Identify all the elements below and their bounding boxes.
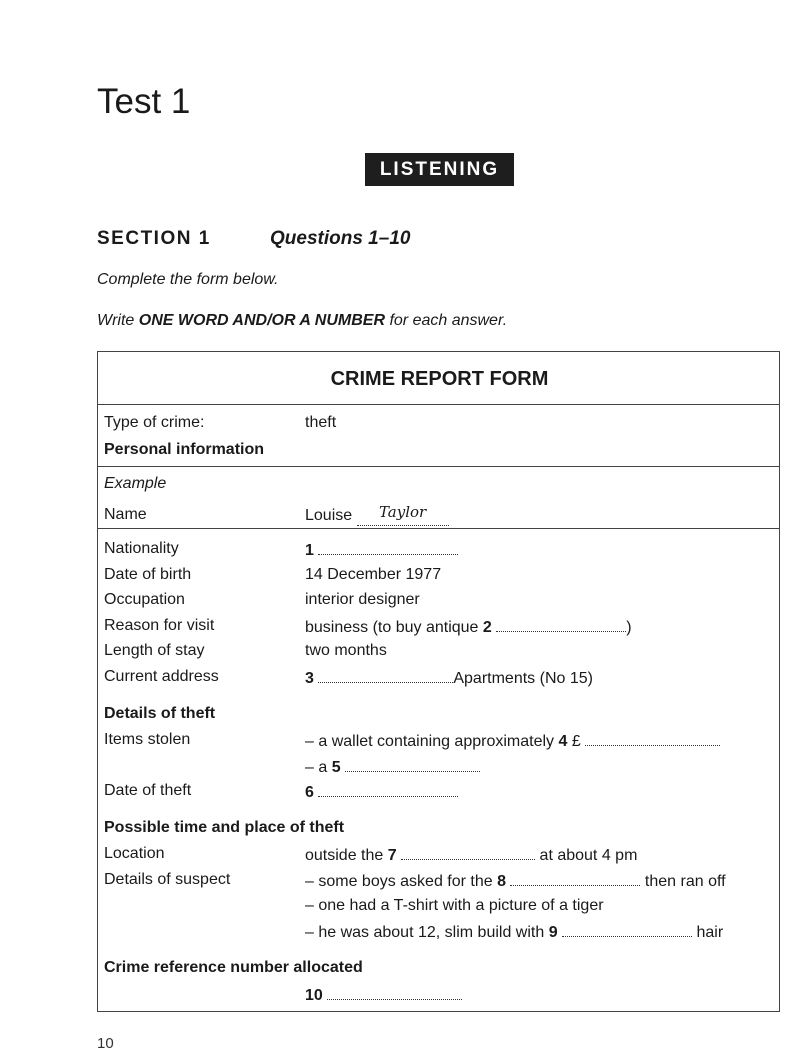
- page-number: 10: [97, 1035, 114, 1052]
- dob-value: 14 December 1977: [305, 566, 442, 583]
- question-8-number: 8: [497, 873, 507, 890]
- suspect-3-post: hair: [696, 924, 724, 941]
- date-theft-label: Date of theft: [104, 782, 192, 799]
- reason-pre: business (to buy antique: [305, 619, 483, 636]
- questions-label: Questions 1–10: [270, 228, 411, 249]
- form-divider: [97, 466, 780, 467]
- listening-badge: LISTENING: [365, 153, 514, 186]
- question-9-number: 9: [548, 924, 558, 941]
- question-10-number: 10: [305, 987, 323, 1004]
- answer-blank-6[interactable]: [318, 782, 458, 797]
- suspect-3: [305, 922, 723, 942]
- type-of-crime-value: theft: [305, 414, 337, 431]
- length-label: Length of stay: [104, 642, 205, 659]
- suspect-2: – one had a T-shirt with a picture of a tiger: [305, 897, 604, 914]
- items-1-pre: – a wallet containing approximately: [305, 733, 559, 750]
- items-1: [305, 731, 720, 751]
- currency-symbol: £: [571, 733, 581, 750]
- question-1-number: 1: [305, 542, 314, 559]
- answer-blank-4[interactable]: [585, 731, 720, 746]
- date-theft-answer: [305, 782, 458, 802]
- test-title: Test 1: [97, 82, 191, 121]
- type-of-crime-label: Type of crime:: [104, 414, 205, 431]
- form-divider: [97, 404, 780, 405]
- suspect-3-pre: – he was about 12, slim build with: [305, 924, 549, 941]
- answer-blank-8[interactable]: [510, 871, 640, 886]
- example-handwriting: Taylor: [378, 503, 427, 521]
- location-post: at about 4 pm: [539, 847, 638, 864]
- question-4-number: 4: [558, 733, 568, 750]
- question-2-number: 2: [482, 619, 492, 636]
- time-place-heading: Possible time and place of theft: [104, 819, 345, 836]
- answer-blank-2[interactable]: [496, 617, 626, 632]
- crime-ref-answer: [305, 985, 462, 1005]
- suspect-1: [305, 871, 726, 891]
- example-answer: [357, 503, 449, 526]
- suspect-1-pre: – some boys asked for the: [305, 873, 498, 890]
- location-label: Location: [104, 845, 165, 862]
- occupation-value: interior designer: [305, 591, 420, 608]
- answer-blank-7[interactable]: [401, 845, 535, 860]
- suspect-label: Details of suspect: [104, 871, 231, 888]
- items-2-pre: – a: [305, 759, 332, 776]
- answer-blank-5[interactable]: [345, 757, 480, 772]
- name-label: Name: [104, 506, 147, 523]
- question-6-number: 6: [305, 784, 314, 801]
- reason-label: Reason for visit: [104, 617, 215, 634]
- answer-blank-1[interactable]: [318, 540, 458, 555]
- nationality-answer: [305, 540, 458, 560]
- dob-label: Date of birth: [104, 566, 192, 583]
- instruction-complete: Complete the form below.: [97, 271, 279, 288]
- location-value: [305, 845, 637, 865]
- form-divider: [97, 528, 780, 529]
- instruction-write-pre: Write: [97, 312, 139, 329]
- crime-ref-heading: Crime reference number allocated: [104, 959, 363, 976]
- personal-info-heading: Personal information: [104, 441, 265, 458]
- instruction-write-post: for each answer.: [385, 312, 508, 329]
- items-label: Items stolen: [104, 731, 191, 748]
- items-2: [305, 757, 480, 777]
- instruction-write: [97, 312, 507, 330]
- reason-value: [305, 617, 632, 637]
- instruction-write-bold: ONE WORD AND/OR A NUMBER: [138, 312, 385, 329]
- answer-blank-3[interactable]: [318, 668, 453, 683]
- example-label: Example: [104, 475, 167, 492]
- address-post: Apartments (No 15): [453, 670, 593, 687]
- theft-heading: Details of theft: [104, 705, 216, 722]
- address-value: [305, 668, 593, 688]
- section-label: SECTION 1: [97, 228, 211, 249]
- question-3-number: 3: [305, 670, 314, 687]
- reason-post: ): [626, 619, 632, 636]
- question-7-number: 7: [387, 847, 397, 864]
- address-label: Current address: [104, 668, 219, 685]
- suspect-1-post: then ran off: [644, 873, 726, 890]
- name-value-text: Louise: [305, 507, 353, 524]
- nationality-label: Nationality: [104, 540, 179, 557]
- answer-blank-10[interactable]: [327, 985, 462, 1000]
- name-value: [305, 503, 449, 526]
- occupation-label: Occupation: [104, 591, 185, 608]
- answer-blank-9[interactable]: [562, 922, 692, 937]
- length-value: two months: [305, 642, 387, 659]
- location-pre: outside the: [305, 847, 388, 864]
- question-5-number: 5: [331, 759, 341, 776]
- form-title: CRIME REPORT FORM: [330, 368, 549, 390]
